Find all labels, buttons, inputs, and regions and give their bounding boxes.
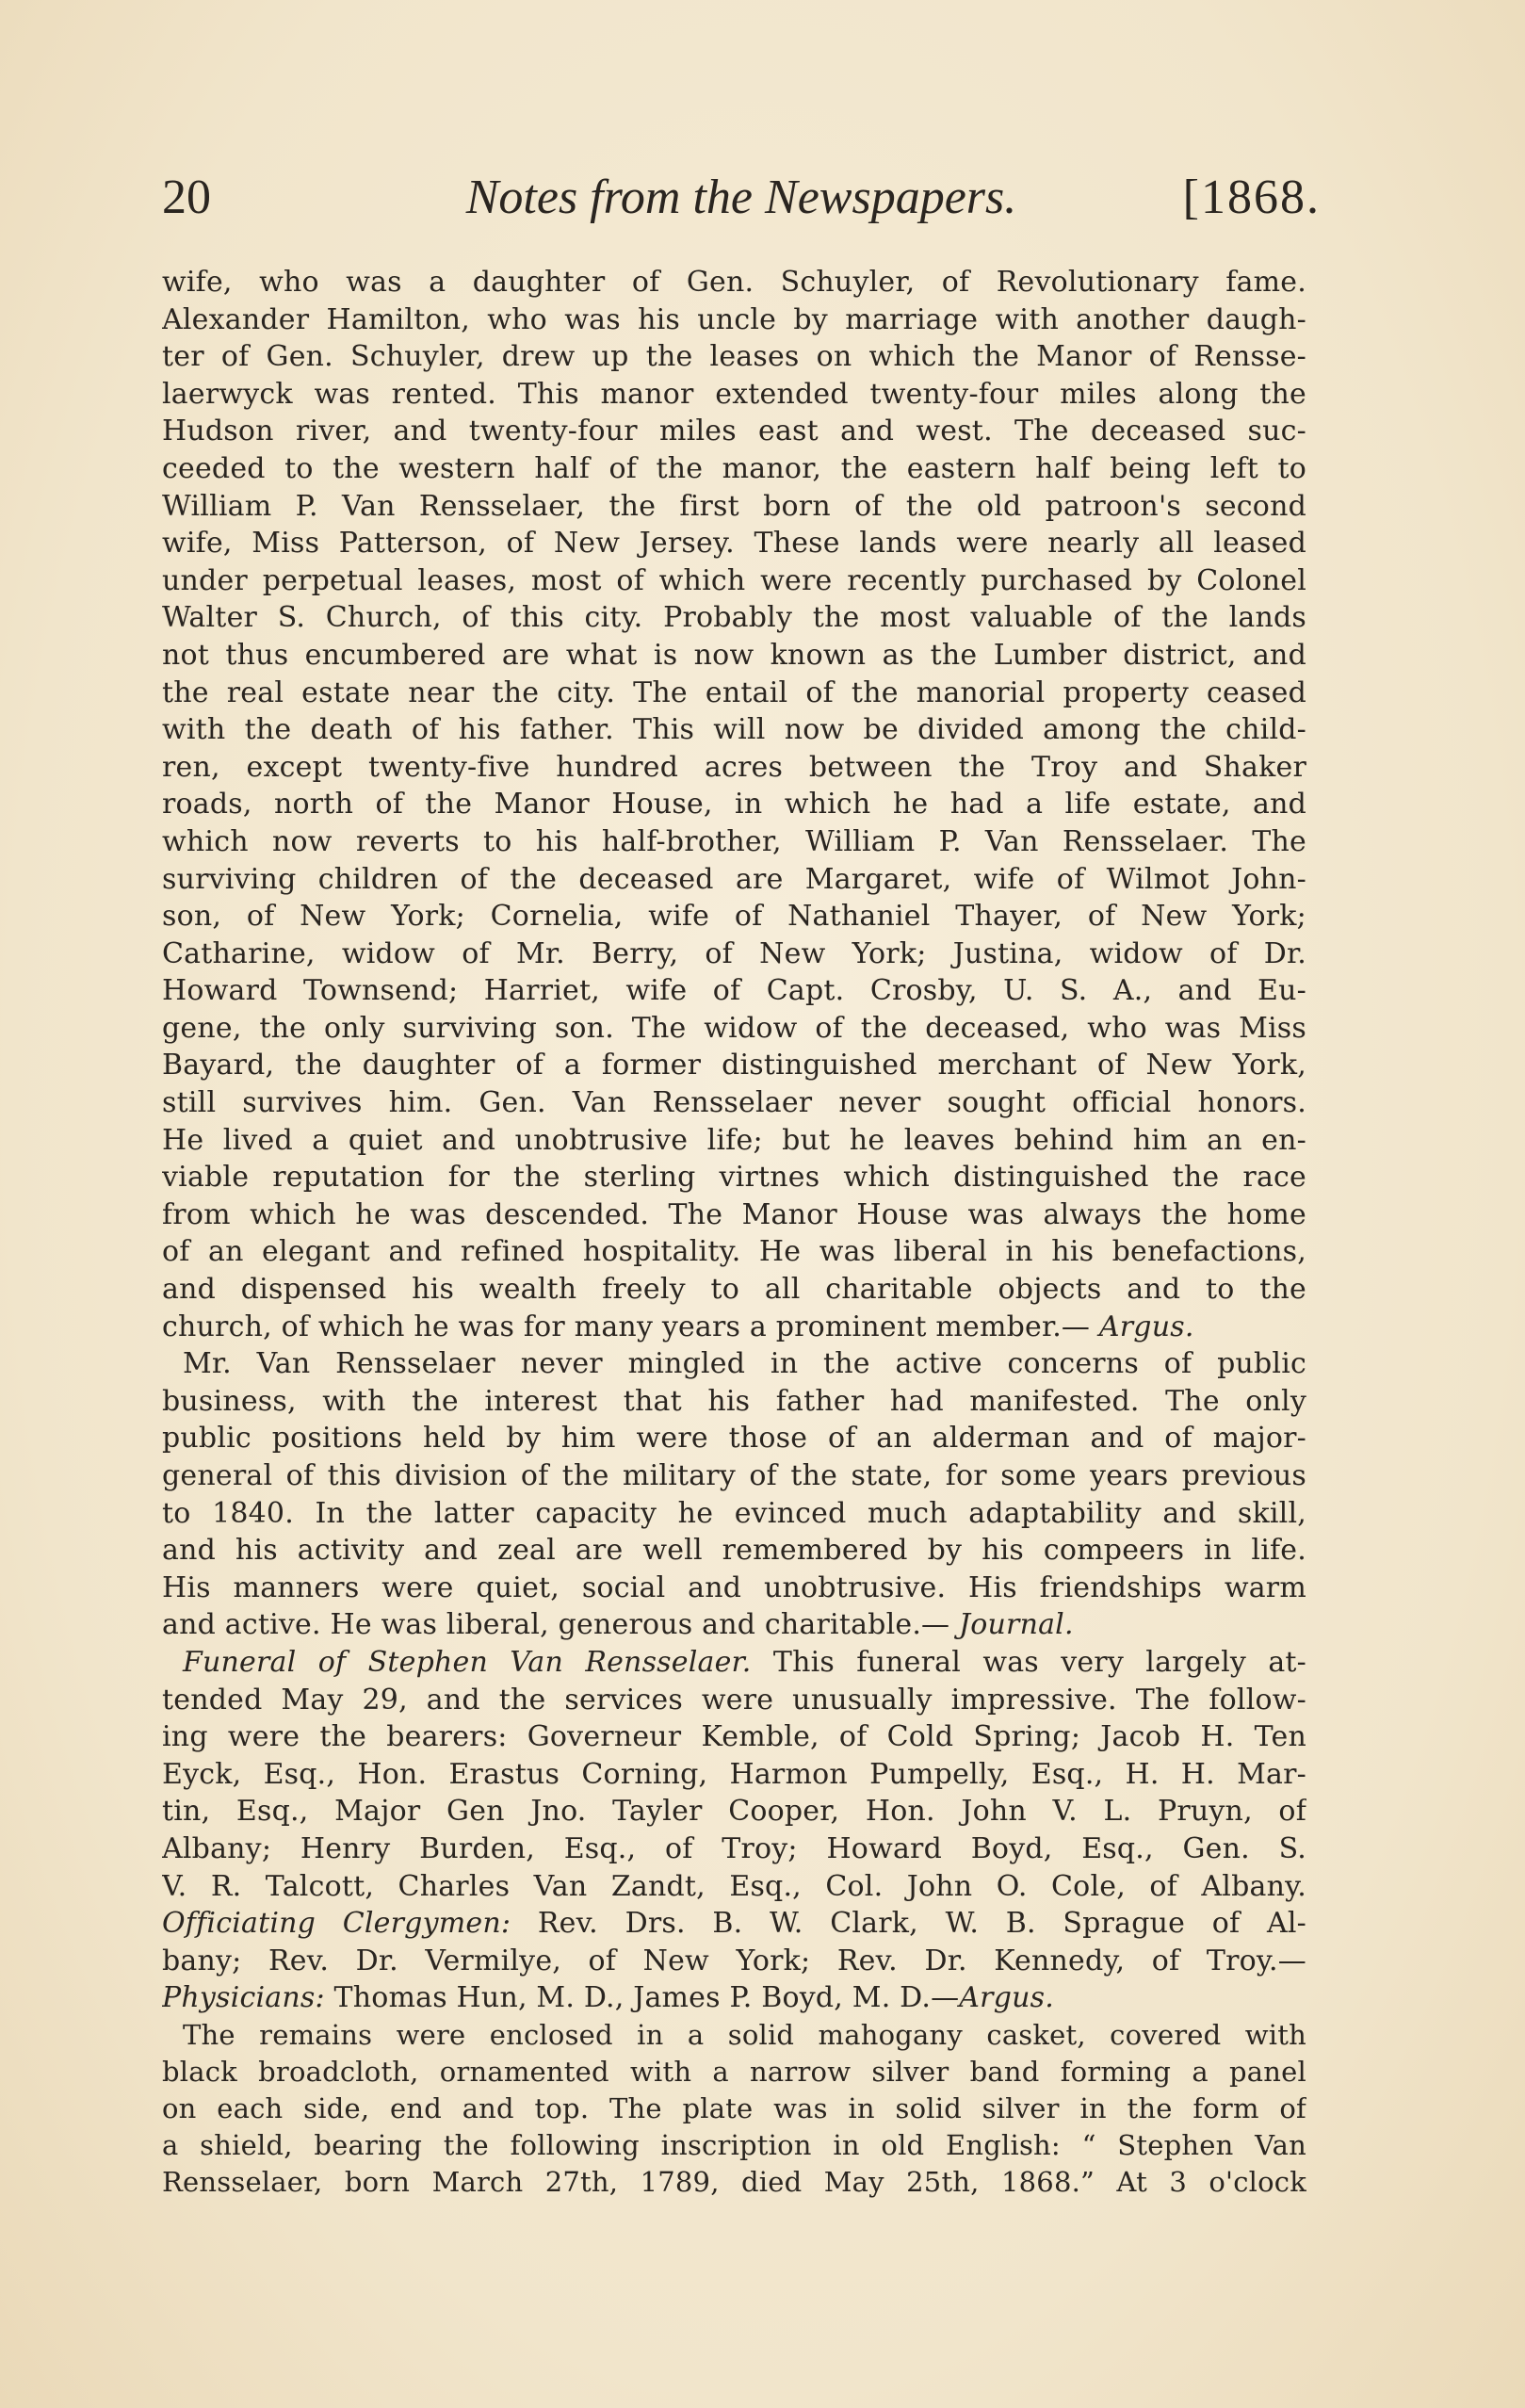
text-line: Mr. Van Rensselaer never mingled in the active concerns of public (183, 1347, 1306, 1381)
text-line: viable reputation for the sterling virtnes which distinguished the race (162, 1161, 1306, 1195)
text-line (162, 1979, 1306, 2017)
text-line (162, 1309, 1306, 1346)
text-line: son, of New York; Cornelia, wife of Nathaniel Thayer, of New York; (162, 900, 1306, 934)
text-line: a shield, bearing the following inscription in old English: “ Stephen Van (162, 2128, 1306, 2161)
text-line: general of this division of the military of the state, for some years previous (162, 1459, 1306, 1492)
text-fragment: Rev. Drs. B. W. Clark, W. B. Sprague of Al- (511, 1907, 1306, 1941)
text-line: black broadcloth, ornamented with a narrow silver band forming a panel (162, 2055, 1306, 2088)
text-line: under perpetual leases, most of which were recently purchased by Colonel (162, 563, 1306, 597)
inline-heading: Officiating Clergymen: (162, 1907, 511, 1941)
text-line: Walter S. Church, of this city. Probably the most valuable of the lands (162, 601, 1306, 635)
text-line: with the death of his father. This will now be divided among the child- (162, 713, 1306, 747)
text-line: laerwyck was rented. This manor extended twenty-four miles along the (162, 377, 1306, 411)
text-line: wife, Miss Patterson, of New Jersey. These lands were nearly all leased (162, 527, 1306, 561)
text-line (162, 1606, 1306, 1644)
text-line (162, 1905, 1306, 1943)
text-line: ren, except twenty-five hundred acres between the Troy and Shaker (162, 750, 1306, 784)
text-fragment: and active. He was liberal, generous and charitable.— (162, 1608, 950, 1642)
text-line: not thus encumbered are what is now known as the Lumber district, and (162, 638, 1306, 672)
text-line: surviving children of the deceased are Margaret, wife of Wilmot John- (162, 862, 1306, 896)
text-line: bany; Rev. Dr. Vermilye, of New York; Rev. Dr. Kennedy, of Troy.— (162, 1944, 1306, 1977)
text-line: and his activity and zeal are well remembered by his compeers in life. (162, 1534, 1306, 1568)
header-year: [1868. (1182, 171, 1321, 224)
text-line: of an elegant and refined hospitality. He was liberal in his benefactions, (162, 1235, 1306, 1269)
text-line: gene, the only surviving son. The widow of the deceased, who was Miss (162, 1011, 1306, 1045)
text-line: Eyck, Esq., Hon. Erastus Corning, Harmon Pumpelly, Esq., H. H. Mar- (162, 1757, 1306, 1791)
source-citation: Argus. (959, 1981, 1054, 2015)
text-line (162, 1644, 1306, 1682)
text-line: tended May 29, and the services were unusually impressive. The follow- (162, 1683, 1306, 1717)
source-citation: Journal. (959, 1608, 1074, 1642)
text-fragment: Thomas Hun, M. D., James P. Boyd, M. D.— (324, 1981, 960, 2015)
text-line: to 1840. In the latter capacity he evinced much adaptability and skill, (162, 1496, 1306, 1530)
text-line: V. R. Talcott, Charles Van Zandt, Esq., Col. John O. Cole, of Albany. (162, 1869, 1306, 1903)
text-line: ter of Gen. Schuyler, drew up the leases on which the Manor of Rensse- (162, 340, 1306, 374)
page-header (162, 170, 1321, 236)
section-heading: Funeral of Stephen Van Rensselaer. (183, 1645, 752, 1679)
text-line: still survives him. Gen. Van Rensselaer never sought official honors. (162, 1086, 1306, 1120)
text-line: business, with the interest that his father had manifested. The only (162, 1384, 1306, 1418)
text-line: the real estate near the city. The entail of the manorial property ceased (162, 675, 1306, 709)
text-fragment: church, of which he was for many years a prominent member.— (162, 1310, 1091, 1343)
text-line: and dispensed his wealth freely to all charitable objects and to the (162, 1273, 1306, 1307)
running-title: Notes from the Newspapers. (465, 171, 1017, 224)
text-line: on each side, end and top. The plate was in solid silver in the form of (162, 2091, 1306, 2124)
text-line: roads, north of the Manor House, in which he had a life estate, and (162, 788, 1306, 822)
text-line: tin, Esq., Major Gen Jno. Tayler Cooper, Hon. John V. L. Pruyn, of (162, 1795, 1306, 1829)
inline-heading: Physicians: (162, 1981, 325, 2015)
text-line: Catharine, widow of Mr. Berry, of New York; Justina, widow of Dr. (162, 936, 1306, 970)
page-number: 20 (162, 171, 211, 224)
text-line: ceeded to the western half of the manor, the eastern half being left to (162, 451, 1306, 485)
text-line: He lived a quiet and unobtrusive life; but he leaves behind him an en- (162, 1123, 1306, 1157)
body-text (162, 264, 1306, 2201)
text-line: which now reverts to his half-brother, William P. Van Rensselaer. The (162, 824, 1306, 858)
text-line: Bayard, the daughter of a former distinguished merchant of New York, (162, 1049, 1306, 1082)
text-line: wife, who was a daughter of Gen. Schuyler, of Revolutionary fame. (162, 266, 1306, 299)
source-citation: Argus. (1098, 1310, 1194, 1343)
text-line: Rensselaer, born March 27th, 1789, died May 25th, 1868.” At 3 o'clock (162, 2165, 1306, 2198)
text-line: Alexander Hamilton, who was his uncle by marriage with another daugh- (162, 302, 1306, 336)
text-line: ing were the bearers: Governeur Kemble, of Cold Spring; Jacob H. Ten (162, 1720, 1306, 1754)
text-line: Hudson river, and twenty-four miles east and west. The deceased suc- (162, 415, 1306, 448)
text-line: Howard Townsend; Harriet, wife of Capt. Crosby, U. S. A., and Eu- (162, 974, 1306, 1008)
text-line: public positions held by him were those of an alderman and of major- (162, 1422, 1306, 1456)
text-fragment: This funeral was very largely at- (751, 1645, 1306, 1679)
text-line: William P. Van Rensselaer, the first born of the old patroon's second (162, 489, 1306, 523)
text-line: The remains were enclosed in a solid mahogany casket, covered with (183, 2018, 1306, 2051)
text-line: Albany; Henry Burden, Esq., of Troy; Howard Boyd, Esq., Gen. S. (162, 1831, 1306, 1865)
text-line: from which he was descended. The Manor House was always the home (162, 1197, 1306, 1231)
small-print-paragraph (162, 2017, 1306, 2201)
text-line: His manners were quiet, social and unobtrusive. His friendships warm (162, 1570, 1306, 1604)
